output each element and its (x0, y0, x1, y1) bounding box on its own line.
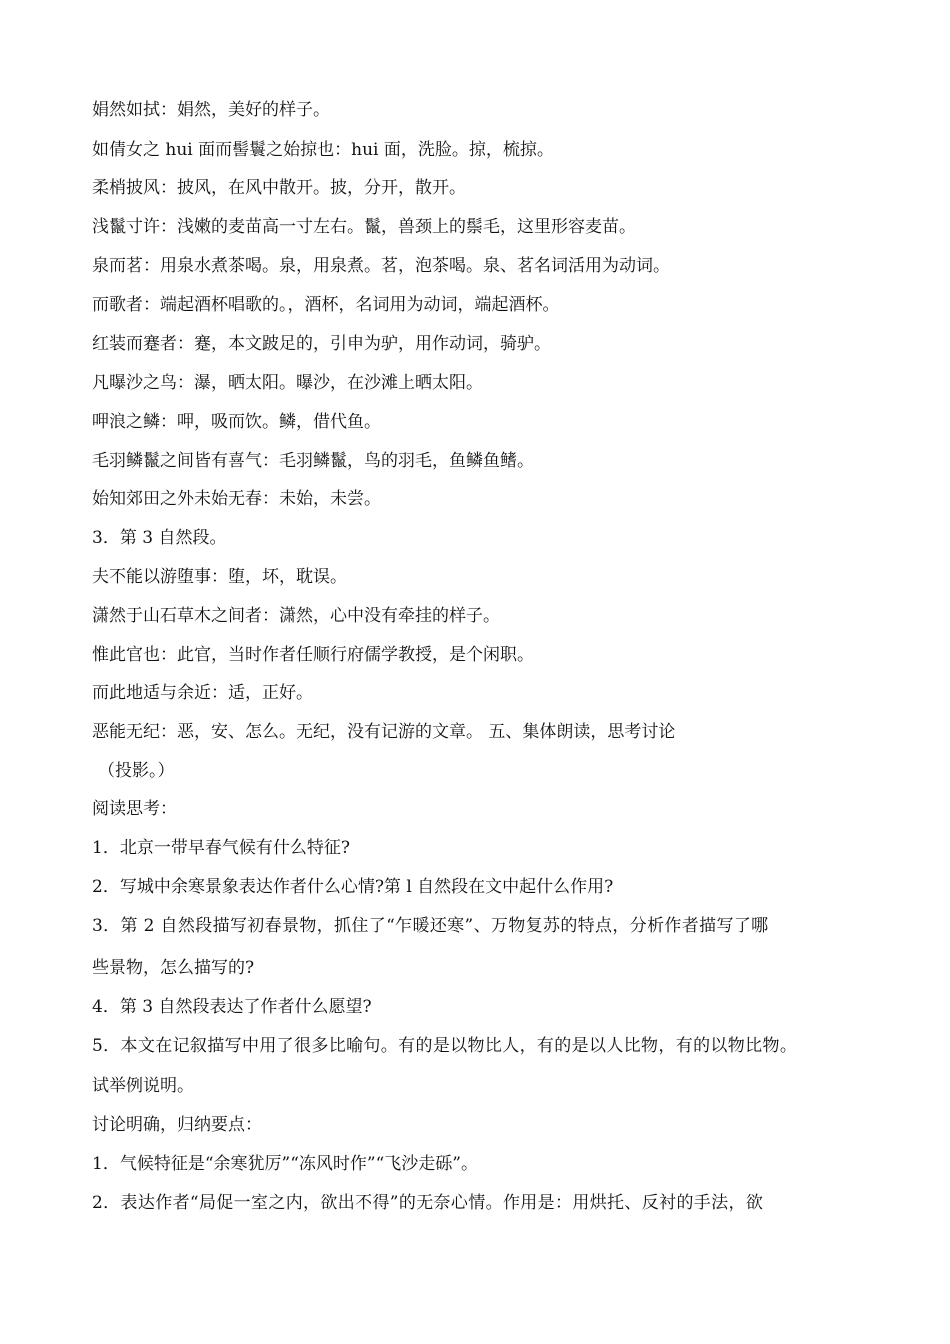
question-item-continued: 些景物，怎么描写的? (92, 958, 255, 978)
text-line: 毛羽鳞鬣之间皆有喜气：毛羽鳞鬣，鸟的羽毛，鱼鳞鱼鳍。 (92, 451, 534, 471)
question-item-continued: 试举例说明。 (92, 1076, 194, 1096)
text-line: 而歌者：端起酒杯唱歌的。，酒杯，名词用为动词，端起酒杯。 (92, 295, 560, 315)
text-line: 始知郊田之外未始无春：未始，未尝。 (92, 489, 381, 509)
section-heading: 讨论明确，归纳要点： (92, 1115, 262, 1135)
question-item: 4．第 3 自然段表达了作者什么愿望? (92, 997, 372, 1017)
question-item: 5．本文在记叙描写中用了很多比喻句。有的是以物比人，有的是以人比物，有的以物比物。 (92, 1036, 798, 1056)
question-item: 3．第 2 自然段描写初春景物，抓住了“乍暖还寒”、万物复苏的特点，分析作者描写了哪 (92, 916, 769, 936)
question-item: 2．写城中余寒景象表达作者什么心情?第 l 自然段在文中起什么作用? (92, 877, 614, 897)
section-heading: 3．第 3 自然段。 (92, 528, 227, 548)
text-line: （投影。） (98, 761, 175, 781)
text-line: 浅鬣寸许：浅嫩的麦苗高一寸左右。鬣，兽颈上的鬃毛，这里形容麦苗。 (92, 217, 636, 237)
text-line: 娟然如拭：娟然，美好的样子。 (92, 100, 330, 120)
text-line: 惟此官也：此官，当时作者任顺行府儒学教授，是个闲职。 (92, 645, 534, 665)
section-heading: 阅读思考： (92, 799, 177, 819)
text-line: 夫不能以游堕事：堕，坏，耽误。 (92, 567, 347, 587)
text-line: 呷浪之鳞：呷，吸而饮。鳞，借代鱼。 (92, 412, 381, 432)
question-item: 1．北京一带早春气候有什么特征? (92, 838, 350, 858)
text-line: 凡曝沙之鸟：瀑，晒太阳。曝沙，在沙滩上晒太阳。 (92, 373, 483, 393)
text-line: 红装而蹇者：蹇，本文跛足的，引申为驴，用作动词，骑驴。 (92, 334, 551, 354)
answer-item: 2．表达作者“局促一室之内，欲出不得”的无奈心情。作用是：用烘托、反衬的手法，欲 (92, 1193, 764, 1213)
text-line: 而此地适与余近：适，正好。 (92, 683, 313, 703)
text-line: 柔梢披风：披风，在风中散开。披，分开，散开。 (92, 178, 466, 198)
text-line: 潇然于山石草木之间者：潇然，心中没有牵挂的样子。 (92, 606, 500, 626)
text-line: 泉而茗：用泉水煮茶喝。泉，用泉煮。茗，泡茶喝。泉、茗名词活用为动词。 (92, 256, 670, 276)
answer-item: 1．气候特征是“余寒犹厉”“冻风时作”“飞沙走砾”。 (92, 1154, 478, 1174)
text-line: 恶能无纪：恶，安、怎么。无纪，没有记游的文章。 五、集体朗读，思考讨论 (92, 722, 676, 742)
text-line: 如倩女之 hui 面而髻鬟之始掠也：hui 面，洗脸。掠，梳掠。 (92, 140, 554, 160)
